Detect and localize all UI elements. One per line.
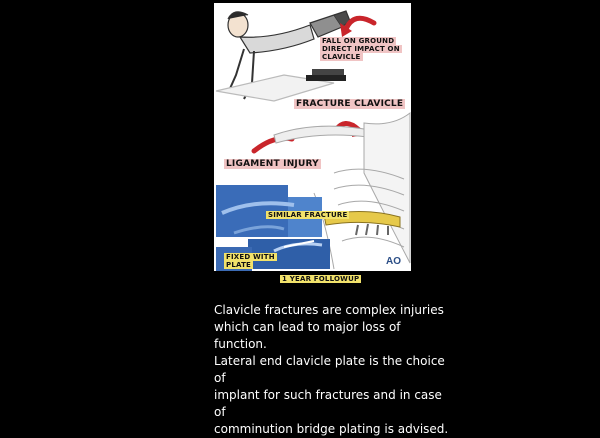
clavicle-injury-illustration <box>214 3 411 283</box>
ligament-injury-label: LIGAMENT INJURY <box>226 159 319 169</box>
figure-caption: Clavicle fractures are complex injuries which can lead to major loss of function. Lateral end clavicle plate is the choice of implant for such fractures and in case of comminution bridge plating is advised. <box>214 303 449 436</box>
steps <box>306 69 346 81</box>
fixed-with-plate-label: FIXED WITH PLATE <box>226 253 275 269</box>
similar-fracture-label: SIMILAR FRACTURE <box>268 211 348 219</box>
fall-label: FALL ON GROUND DIRECT IMPACT ON CLAVICLE <box>322 37 400 61</box>
followup-label: 1 YEAR FOLLOWUP <box>282 275 360 283</box>
ao-logo: AO <box>386 256 401 267</box>
fracture-clavicle-label: FRACTURE CLAVICLE <box>296 99 404 109</box>
